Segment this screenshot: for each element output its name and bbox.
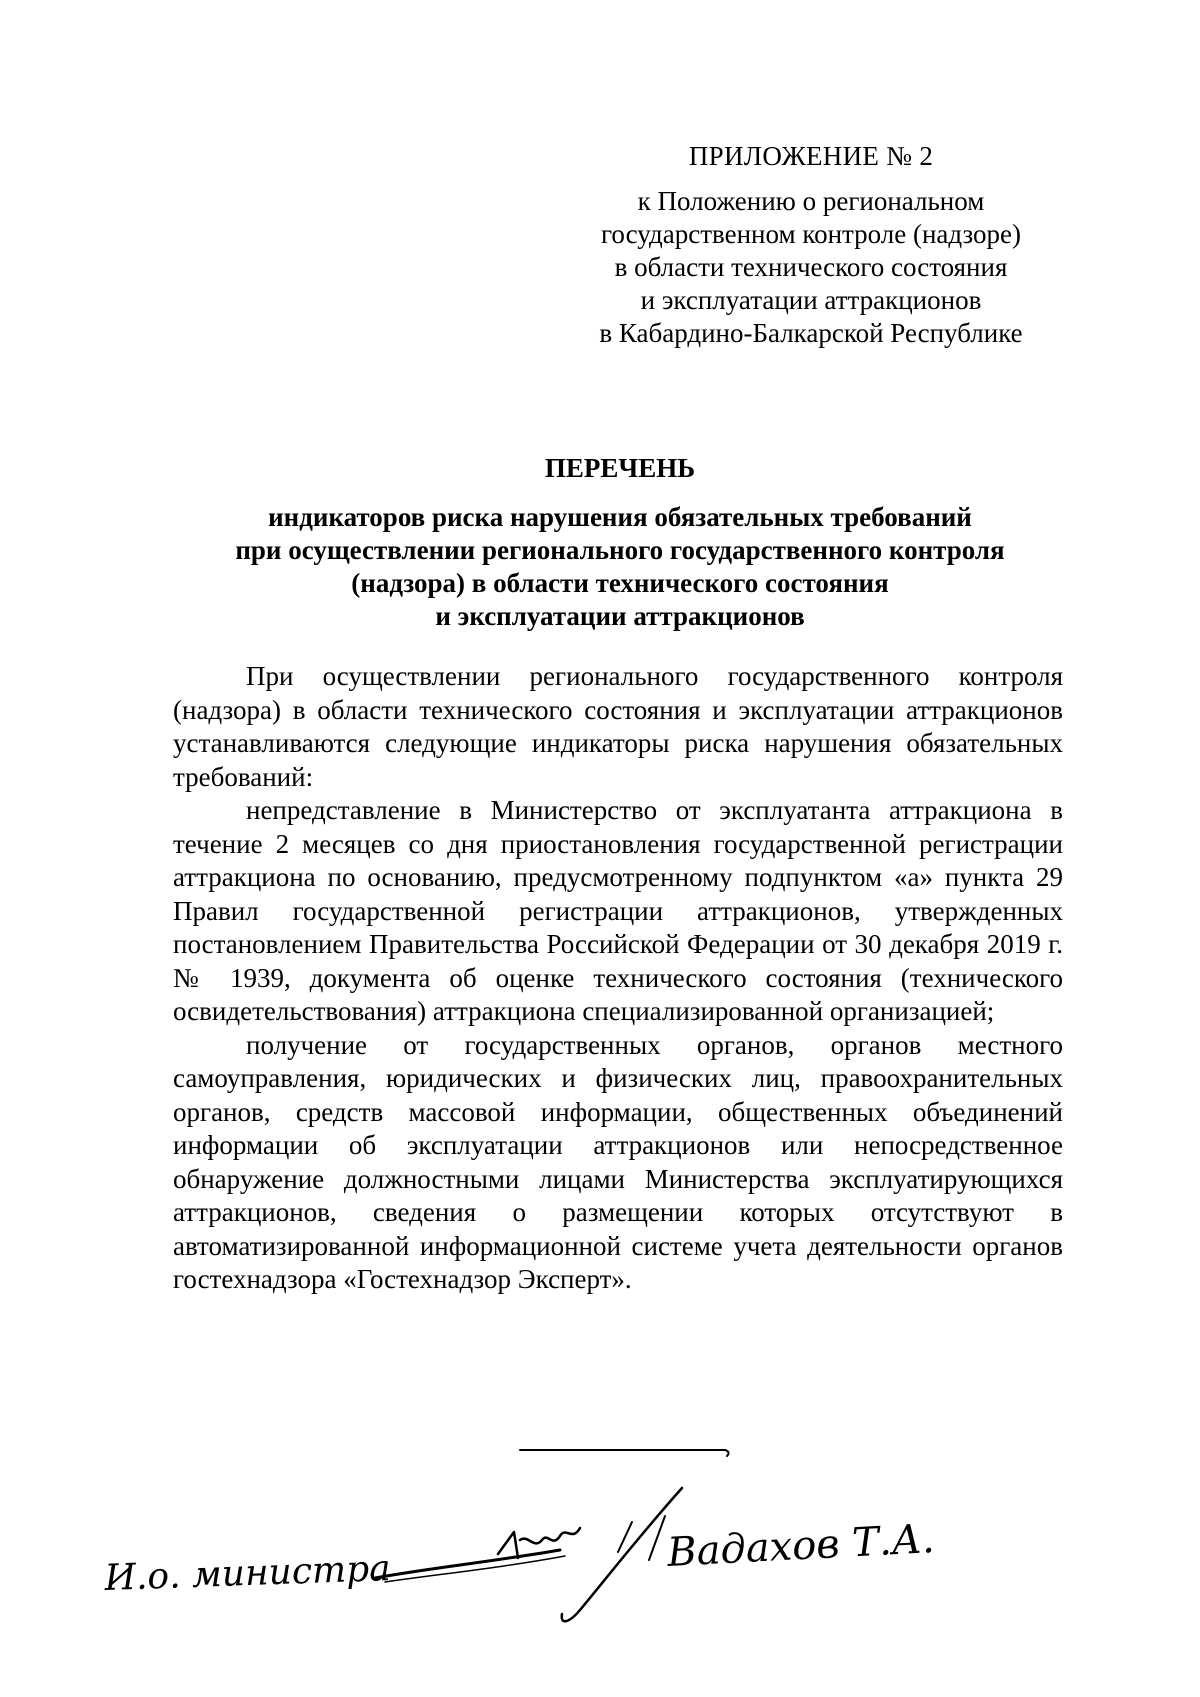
signature-block: [0, 1440, 1200, 1640]
appendix-line: в области технического состояния: [614, 252, 1008, 282]
appendix-line: и эксплуатации аттракционов: [640, 285, 982, 315]
document-title: ПЕРЕЧЕНЬ: [544, 453, 696, 483]
signature-name: Вадахов Т.А.: [666, 1516, 936, 1576]
body-paragraph: При осуществлении регионального государственного контроля (надзора) в области технического состояния и эксплуатации аттракционов устанавливаются следующие индикаторы риска нарушения обязательных требований:: [173, 661, 1063, 792]
document-subtitle-line: при осуществлении регионального государственного контроля: [235, 535, 1005, 565]
document-subtitle-line: индикаторов риска нарушения обязательных требований: [268, 502, 972, 532]
body-paragraph: непредставление в Министерство от эксплуатанта аттракциона в течение 2 месяцев со дня приостановления государственной регистрации аттракциона по основанию, предусмотренному подпунктом «а» пункта 29 Правил государственной регистрации аттракционов, утвержденных постановлением Правительства Российской Федерации от 30 декабря 2019 г. № 1939, документа об оценке технического состояния (технического освидетельствования) аттракциона специализированной организацией;: [173, 795, 1063, 1026]
document-subtitle-line: (надзора) в области технического состояния: [351, 568, 889, 598]
document-body: [173, 660, 1063, 1297]
document-title-block: [170, 452, 1070, 633]
appendix-line: государственном контроле (надзоре): [601, 219, 1021, 249]
appendix-header: [586, 140, 1036, 350]
document-subtitle-line: и эксплуатации аттракционов: [435, 601, 805, 631]
appendix-line: к Положению о региональном: [637, 186, 985, 216]
signature-graphic: [0, 1440, 1200, 1640]
signature-position: И.о. министра: [103, 1548, 392, 1599]
appendix-title: ПРИЛОЖЕНИЕ № 2: [688, 141, 934, 171]
appendix-line: в Кабардино-Балкарской Республике: [599, 318, 1023, 348]
body-paragraph: получение от государственных органов, органов местного самоуправления, юридических и физических лиц, правоохранительных органов, средств массовой информации, общественных объединений информации об эксплуатации аттракционов или непосредственное обнаружение должностными лицами Министерства эксплуатирующихся аттракционов, сведения о размещении которых отсутствуют в автоматизированной информационной системе учета деятельности органов гостехнадзора «Гостехнадзор Эксперт».: [173, 1029, 1063, 1294]
